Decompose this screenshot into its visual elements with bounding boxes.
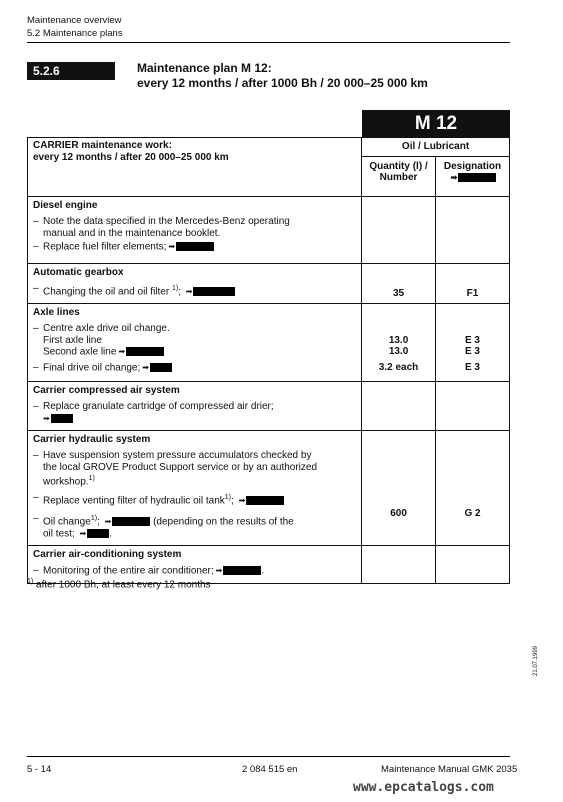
section-number: 5.2.6	[27, 62, 115, 80]
gearbox-item1-text: Changing the oil and oil filter	[43, 286, 170, 298]
footer-page-number: 5 - 14	[27, 764, 52, 775]
table-row-diesel	[28, 196, 510, 263]
axle-item1-text: Centre axle drive oil change.	[43, 323, 170, 335]
air-qty	[362, 381, 436, 430]
axle-second-text: Second axle line	[43, 346, 117, 358]
side-date: 21.07.1999	[533, 645, 539, 676]
axle-item2-text: Final drive oil change;	[43, 362, 141, 374]
quantity-header	[362, 156, 436, 196]
plan-label: M 12	[362, 110, 510, 137]
footnote	[27, 578, 211, 590]
reference-arrow-icon: ➡	[142, 362, 172, 374]
reference-arrow-icon: ➡	[118, 346, 164, 358]
table-header-row	[28, 138, 510, 157]
hydraulic-item1-line3: workshop.	[43, 476, 89, 488]
running-header	[27, 14, 123, 40]
oil-lubricant-header: Oil / Lubricant	[362, 138, 510, 157]
hydraulic-item3-c: oil test;	[43, 528, 75, 540]
section-title-line1: Maintenance plan M 12:	[137, 61, 272, 75]
aircon-title: Carrier air-conditioning system	[33, 548, 182, 560]
aircon-item-1: – Monitoring of the entire air conditioner; ➡ .	[33, 565, 265, 577]
hydraulic-sup-1: 1)	[88, 475, 95, 483]
air-cell	[28, 381, 362, 430]
hydraulic-qty: 600	[362, 430, 436, 545]
quantity-header-line1: Quantity (l) /	[369, 160, 428, 172]
axle-qty	[362, 303, 436, 381]
axle-item-1: – Centre axle drive oil change.	[33, 323, 170, 335]
header-title-line2: every 12 months / after 20 000–25 000 km	[33, 151, 229, 163]
aircon-item1-text: Monitoring of the entire air conditioner;	[43, 565, 214, 577]
section-title	[137, 61, 428, 91]
gearbox-des: F1	[436, 263, 510, 303]
hydraulic-item3-a: Oil change	[43, 516, 91, 528]
reference-arrow-icon: ➡	[79, 528, 109, 540]
gearbox-cell	[28, 263, 362, 303]
header-chapter: Maintenance overview	[27, 15, 122, 26]
hydraulic-title: Carrier hydraulic system	[33, 433, 151, 445]
diesel-item-1: – Note the data specified in the Mercedes-Benz operating manual and in the maintenance booklet.	[33, 216, 290, 239]
gearbox-sup: 1)	[171, 285, 179, 292]
gearbox-item-1: – Changing the oil and oil filter $^{1)}$; ➡	[33, 283, 356, 298]
diesel-des	[436, 196, 510, 263]
air-item-1: – Replace granulate cartridge of compressed air drier; ➡	[33, 401, 274, 423]
diesel-item1-line2: manual and in the maintenance booklet.	[43, 227, 221, 239]
hydraulic-sup-3: 1)	[90, 514, 98, 522]
diesel-qty	[362, 196, 436, 263]
air-des	[436, 381, 510, 430]
gearbox-qty: 35	[362, 263, 436, 303]
hydraulic-item-3: – Oil change$^{1)}$; ➡ (depending on the results of the oil test; ➡ .	[33, 512, 294, 540]
footnote-marker: 1)	[27, 578, 34, 585]
hydraulic-item-2: – Replace venting filter of hydraulic oil tank$^{1)}$; ➡	[33, 492, 356, 507]
designation-reference: ➡	[441, 172, 504, 184]
reference-arrow-icon: ➡	[186, 286, 236, 298]
hydraulic-cell	[28, 430, 362, 545]
hydraulic-sup-2: 1)	[224, 494, 231, 502]
axle-des-second: E 3	[464, 346, 480, 358]
footnote-text: after 1000 Bh, at least every 12 months	[36, 579, 211, 591]
aircon-des	[436, 545, 510, 583]
reference-arrow-icon: ➡	[105, 516, 151, 528]
hydraulic-item2-text: Replace venting filter of hydraulic oil tank	[43, 495, 225, 507]
diesel-cell	[28, 196, 362, 263]
axle-des-final: E 3	[464, 361, 480, 373]
axle-qty-second: 13.0	[388, 346, 409, 358]
diesel-item-2: – Replace fuel filter elements; ➡	[33, 241, 356, 253]
footer-manual-title: Maintenance Manual GMK 2035	[381, 764, 518, 775]
air-item1-text: Replace granulate cartridge of compressed air drier;	[43, 401, 274, 413]
table-row-gearbox	[28, 263, 510, 303]
watermark: www.epcatalogs.com	[353, 780, 494, 795]
designation-header	[436, 156, 510, 196]
diesel-title: Diesel engine	[33, 199, 98, 211]
hydraulic-item1-line1: Have suspension system pressure accumulators checked by	[43, 450, 312, 462]
table-row-air	[28, 381, 510, 430]
aircon-qty	[362, 545, 436, 583]
table-row-axle	[28, 303, 510, 381]
footer-doc-number: 2 084 515 en	[242, 764, 298, 775]
diesel-item2-text: Replace fuel filter elements;	[43, 241, 167, 253]
axle-cell	[28, 303, 362, 381]
reference-arrow-icon: ➡	[216, 565, 262, 577]
reference-arrow-icon: ➡	[168, 241, 214, 253]
reference-arrow-icon: ➡	[43, 413, 73, 425]
axle-qty-final: 3.2 each	[378, 361, 419, 373]
maintenance-table	[27, 137, 510, 584]
hydraulic-des: G 2	[436, 430, 510, 545]
axle-second	[33, 346, 356, 358]
diesel-item1-line1: Note the data specified in the Mercedes-Benz operating	[43, 216, 290, 227]
axle-qty-first: 13.0	[388, 334, 409, 346]
reference-arrow-icon: ➡	[239, 495, 285, 507]
table-header-title	[28, 138, 362, 197]
gearbox-title: Automatic gearbox	[33, 266, 124, 278]
quantity-header-line2: Number	[379, 172, 418, 183]
hydraulic-item1-line2: the local GROVE Product Support service or by an authorized	[43, 461, 318, 473]
axle-title: Axle lines	[33, 306, 80, 318]
header-section: 5.2 Maintenance plans	[27, 28, 123, 39]
header-rule	[27, 42, 510, 43]
axle-des-first: E 3	[464, 334, 480, 346]
hydraulic-item-1: – Have suspension system pressure accumulators checked by the local GROVE Product Support service or by an authorized workshop.$^{1)}$	[33, 450, 318, 488]
footer-rule	[27, 756, 510, 757]
axle-des	[436, 303, 510, 381]
axle-item-2: – Final drive oil change; ➡	[33, 362, 356, 374]
air-title: Carrier compressed air system	[33, 384, 180, 396]
designation-header-label: Designation	[443, 160, 502, 172]
section-title-line2: every 12 months / after 1000 Bh / 20 000–25 000 km	[137, 76, 428, 90]
axle-first: First axle line	[43, 334, 102, 346]
header-title-line1: CARRIER maintenance work:	[33, 140, 172, 151]
hydraulic-item3-b: (depending on the results of the	[153, 516, 294, 528]
table-row-hydraulic	[28, 430, 510, 545]
